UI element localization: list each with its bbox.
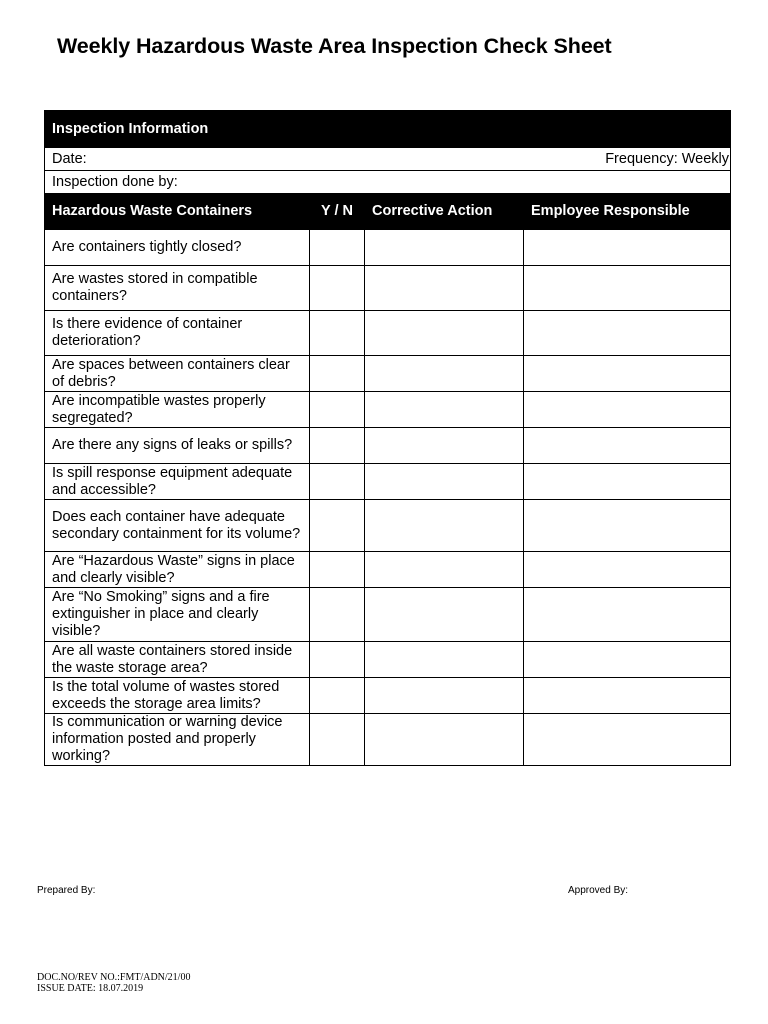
question-row [45,428,731,464]
question-row [45,356,731,392]
yn-cell[interactable] [310,356,365,392]
prepared-by-label: Prepared By: [37,885,96,896]
issue-date: ISSUE DATE: 18.07.2019 [37,983,144,994]
inspector-cell[interactable]: Inspection done by: [45,171,731,194]
corrective-action-cell[interactable] [365,678,524,714]
question-row [45,392,731,428]
corrective-action-cell[interactable] [365,230,524,266]
corrective-action-cell[interactable] [365,311,524,356]
corrective-action-cell[interactable] [365,714,524,766]
employee-responsible-cell[interactable] [524,392,731,428]
question-rows [45,230,731,766]
question-row [45,464,731,500]
yn-cell[interactable] [310,266,365,311]
page-title: Weekly Hazardous Waste Area Inspection Check Sheet [57,34,612,58]
inspection-table [44,110,731,766]
employee-responsible-cell[interactable] [524,714,731,766]
employee-responsible-cell[interactable] [524,230,731,266]
yn-cell[interactable] [310,392,365,428]
question-text: Is the total volume of wastes stored exceeds the storage area limits? [45,678,310,714]
column-header-responsible: Employee Responsible [524,194,731,230]
employee-responsible-cell[interactable] [524,552,731,588]
corrective-action-cell[interactable] [365,588,524,642]
approved-by-label: Approved By: [568,885,629,896]
yn-cell[interactable] [310,464,365,500]
question-text: Is communication or warning device information posted and properly working? [45,714,310,766]
inspection-info-header: Inspection Information [45,111,731,148]
corrective-action-cell[interactable] [365,464,524,500]
employee-responsible-cell[interactable] [524,588,731,642]
yn-cell[interactable] [310,678,365,714]
employee-responsible-cell[interactable] [524,464,731,500]
question-row [45,678,731,714]
corrective-action-cell[interactable] [365,356,524,392]
corrective-action-cell[interactable] [365,266,524,311]
column-header-action: Corrective Action [365,194,524,230]
question-text: Are “No Smoking” signs and a fire extinguisher in place and clearly visible? [45,588,310,642]
corrective-action-cell[interactable] [365,428,524,464]
question-row [45,714,731,766]
question-text: Is spill response equipment adequate and accessible? [45,464,310,500]
employee-responsible-cell[interactable] [524,500,731,552]
column-header-yn: Y / N [310,194,365,230]
employee-responsible-cell[interactable] [524,311,731,356]
date-row [45,148,731,171]
column-header-row [45,194,731,230]
doc-number: DOC.NO/REV NO.:FMT/ADN/21/00 [37,972,191,983]
yn-cell[interactable] [310,230,365,266]
question-text: Are incompatible wastes properly segregated? [45,392,310,428]
question-row [45,266,731,311]
inspection-info-header-row [45,111,731,148]
column-header-item: Hazardous Waste Containers [45,194,310,230]
yn-cell[interactable] [310,588,365,642]
yn-cell[interactable] [310,714,365,766]
question-text: Does each container have adequate secondary containment for its volume? [45,500,310,552]
yn-cell[interactable] [310,642,365,678]
employee-responsible-cell[interactable] [524,678,731,714]
yn-cell[interactable] [310,552,365,588]
corrective-action-cell[interactable] [365,392,524,428]
inspector-row [45,171,731,194]
question-text: Are spaces between containers clear of debris? [45,356,310,392]
employee-responsible-cell[interactable] [524,428,731,464]
question-row [45,588,731,642]
question-text: Are wastes stored in compatible containers? [45,266,310,311]
corrective-action-cell[interactable] [365,642,524,678]
yn-cell[interactable] [310,500,365,552]
question-text: Are containers tightly closed? [45,230,310,266]
corrective-action-cell[interactable] [365,552,524,588]
employee-responsible-cell[interactable] [524,642,731,678]
question-row [45,500,731,552]
question-text: Are “Hazardous Waste” signs in place and clearly visible? [45,552,310,588]
question-text: Are there any signs of leaks or spills? [45,428,310,464]
question-text: Are all waste containers stored inside the waste storage area? [45,642,310,678]
corrective-action-cell[interactable] [365,500,524,552]
date-cell[interactable] [45,148,731,171]
yn-cell[interactable] [310,311,365,356]
frequency-label: Frequency: Weekly [605,150,730,167]
question-text: Is there evidence of container deterioration? [45,311,310,356]
yn-cell[interactable] [310,428,365,464]
date-label: Date: [52,150,87,167]
question-row [45,642,731,678]
question-row [45,311,731,356]
question-row [45,552,731,588]
question-row [45,230,731,266]
employee-responsible-cell[interactable] [524,266,731,311]
employee-responsible-cell[interactable] [524,356,731,392]
